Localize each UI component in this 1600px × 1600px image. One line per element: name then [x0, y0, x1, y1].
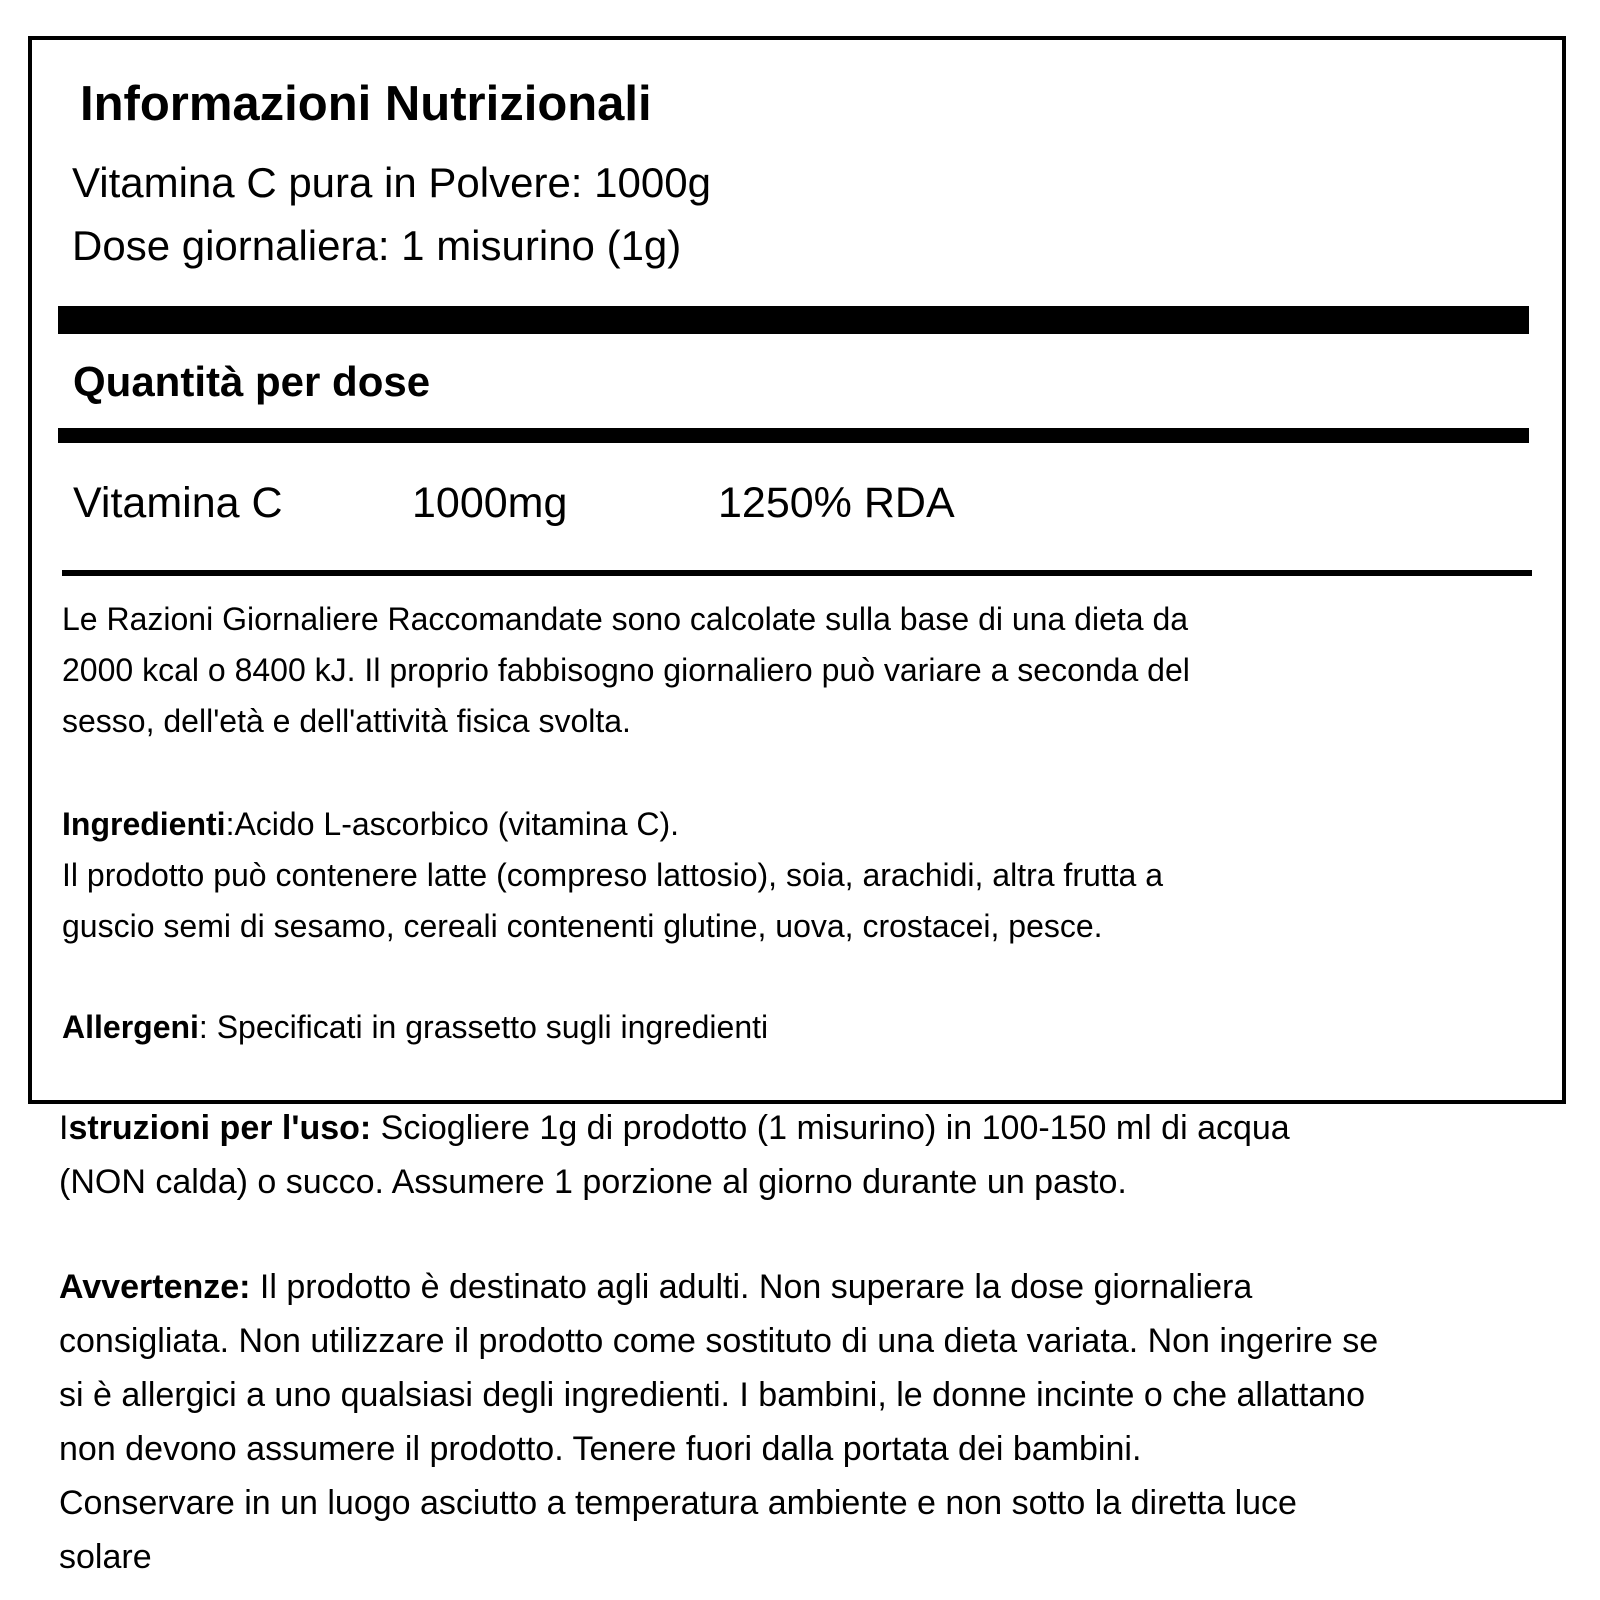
thick-divider [58, 306, 1529, 334]
thin-divider [62, 570, 1532, 576]
warnings-line: non devono assumere il prodotto. Tenere fuori dalla portata dei bambini. [59, 1430, 1142, 1468]
ingredients-text: :Acido L-ascorbico (vitamina C). [225, 806, 680, 842]
daily-dose-line: Dose giornaliera: 1 misurino (1g) [72, 222, 682, 269]
ingredients-line: Il prodotto può contenere latte (compreso lattosio), soia, arachidi, altra frutta a [62, 857, 1164, 893]
amount-per-dose-heading: Quantità per dose [73, 358, 431, 405]
nutrient-rda: 1250% RDA [718, 479, 955, 527]
nutrient-amount: 1000mg [412, 479, 568, 527]
nutrient-name: Vitamina C [73, 479, 283, 527]
rda-note-line: sesso, dell'età e dell'attività fisica svolta. [62, 703, 631, 739]
storage-line: Conservare in un luogo asciutto a temperatura ambiente e non sotto la diretta luce [59, 1484, 1297, 1522]
ingredients-first-line [62, 799, 1163, 850]
instructions-text: Sciogliere 1g di prodotto (1 misurino) in 100-150 ml di acqua [371, 1109, 1290, 1147]
instructions-first-line [59, 1101, 1290, 1155]
label-title: Informazioni Nutrizionali [80, 77, 652, 131]
warnings-first-line [59, 1260, 1378, 1314]
product-line: Vitamina C pura in Polvere: 1000g [72, 159, 711, 206]
medium-divider [58, 428, 1529, 443]
ingredients-section [62, 799, 1163, 952]
rda-note-line: 2000 kcal o 8400 kJ. Il proprio fabbisogno giornaliero può variare a seconda del [62, 652, 1190, 688]
instructions-label: struzioni per l'uso: [68, 1109, 372, 1147]
storage-line: solare [59, 1538, 152, 1576]
instructions-label-initial: I [59, 1109, 69, 1147]
nutrient-row [0, 475, 1600, 531]
warnings-text: Il prodotto è destinato agli adulti. Non superare la dose giornaliera [250, 1268, 1253, 1306]
warnings-label: Avvertenze: [59, 1268, 251, 1306]
rda-note-line: Le Razioni Giornaliere Raccomandate sono calcolate sulla base di una dieta da [62, 601, 1189, 637]
allergens-text: : Specificati in grassetto sugli ingredienti [198, 1009, 769, 1045]
allergens-section [62, 1002, 768, 1053]
allergens-line [62, 1002, 768, 1053]
rda-note [62, 594, 1190, 747]
instructions-line: (NON calda) o succo. Assumere 1 porzione al giorno durante un pasto. [59, 1163, 1127, 1201]
warnings-line: si è allergici a uno qualsiasi degli ingredienti. I bambini, le donne incinte o che allattano [59, 1376, 1366, 1414]
allergens-label: Allergeni [62, 1009, 199, 1045]
ingredients-label: Ingredienti [62, 806, 226, 842]
ingredients-line: guscio semi di sesamo, cereali contenenti glutine, uova, crostacei, pesce. [62, 908, 1103, 944]
instructions-section [59, 1101, 1290, 1209]
warnings-section [59, 1260, 1378, 1584]
warnings-line: consigliata. Non utilizzare il prodotto come sostituto di una dieta variata. Non ingerire se [59, 1322, 1379, 1360]
